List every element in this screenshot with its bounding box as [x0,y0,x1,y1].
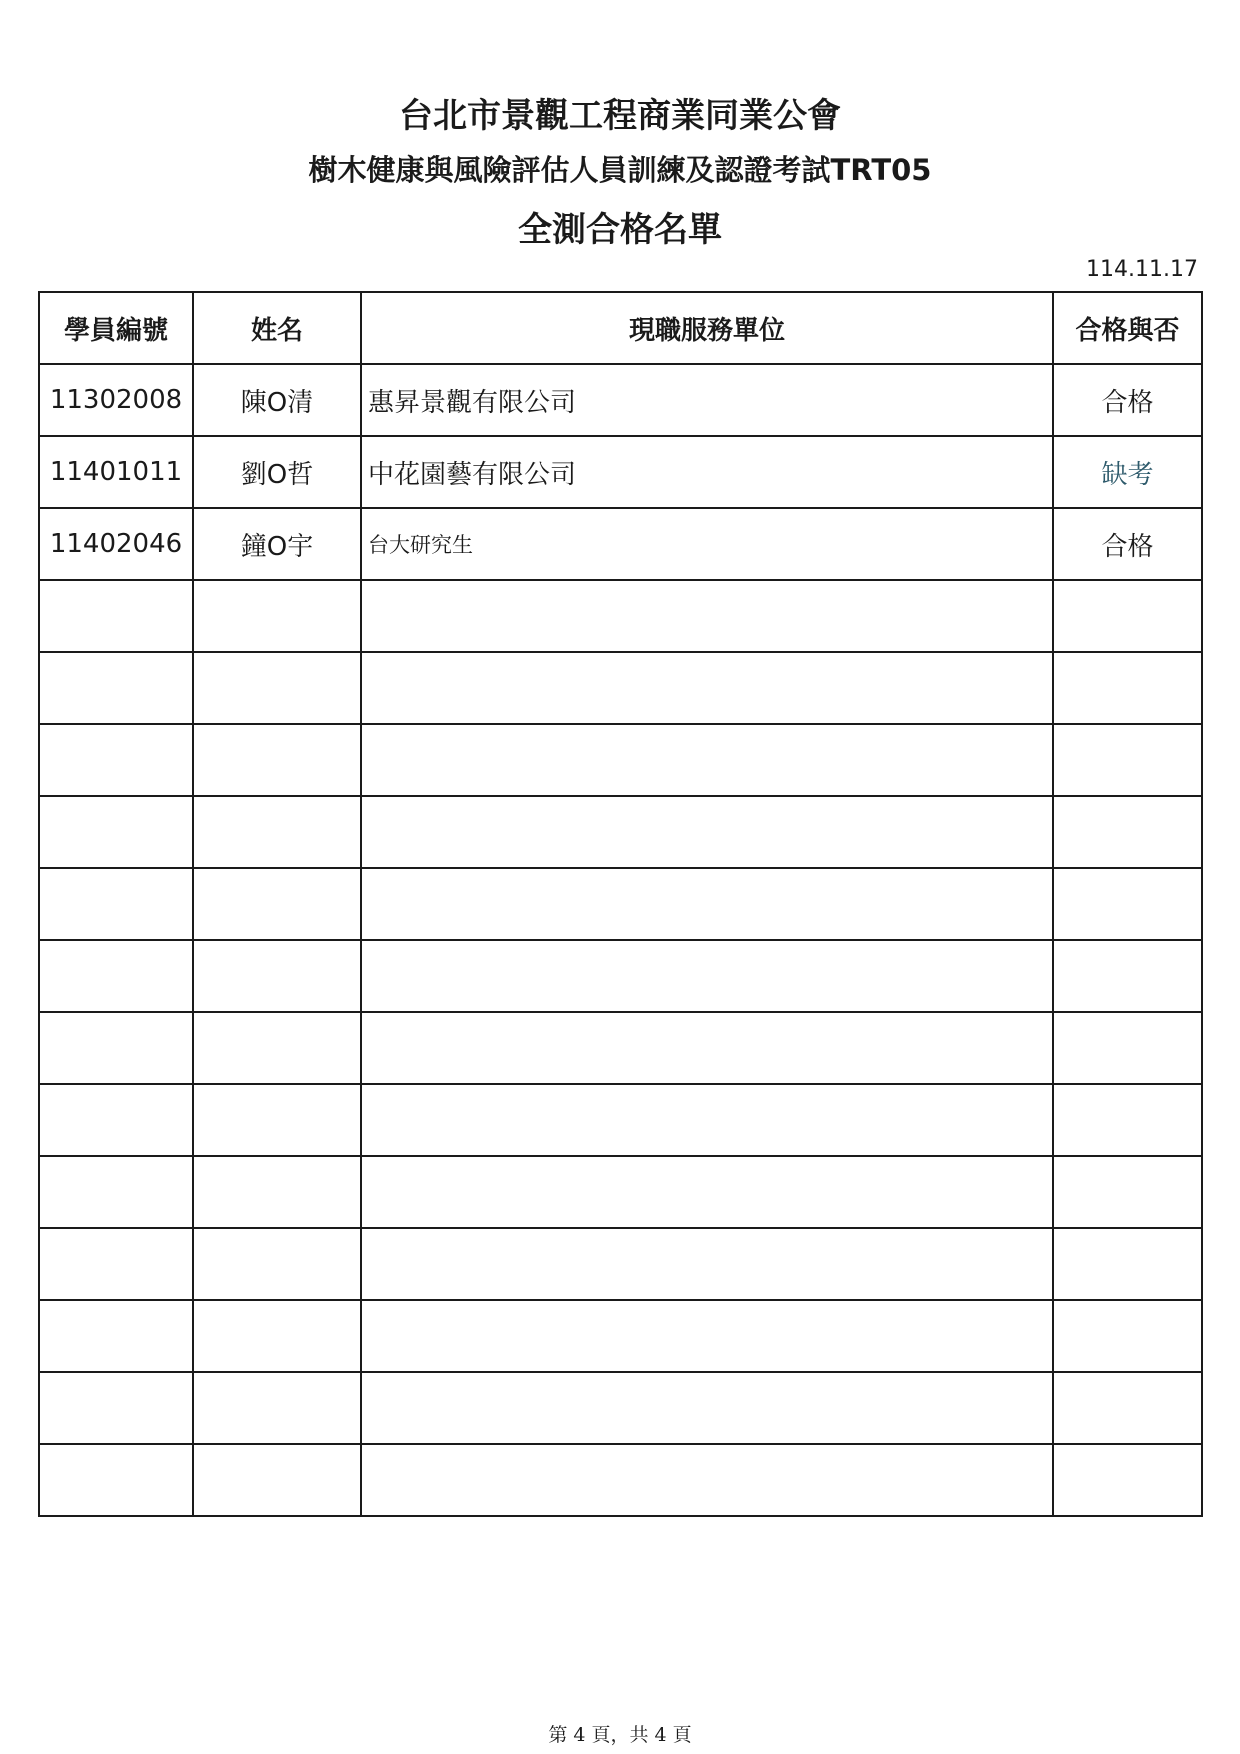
empty-cell [1053,1084,1202,1156]
empty-cell [1053,1300,1202,1372]
empty-cell [1053,724,1202,796]
empty-cell [1053,1372,1202,1444]
empty-table-row [39,1156,1202,1228]
empty-cell [193,1444,361,1516]
empty-cell [39,652,193,724]
empty-cell [1053,868,1202,940]
empty-cell [361,1372,1053,1444]
empty-cell [39,1084,193,1156]
empty-cell [39,1228,193,1300]
empty-cell [193,1156,361,1228]
empty-cell [361,868,1053,940]
course-title: 樹木健康與風險評估人員訓練及認證考試TRT05 [308,153,932,187]
empty-cell [39,724,193,796]
column-header-result: 合格與否 [1053,292,1202,364]
employer-cell: 中花園藝有限公司 [361,436,1053,508]
empty-cell [193,580,361,652]
empty-cell [193,868,361,940]
empty-cell [193,940,361,1012]
roster-table [38,291,1203,1517]
empty-table-row [39,1444,1202,1516]
empty-cell [361,652,1053,724]
employer-cell: 惠昇景觀有限公司 [361,364,1053,436]
empty-cell [193,796,361,868]
empty-table-row [39,1228,1202,1300]
empty-cell [39,1012,193,1084]
empty-cell [39,580,193,652]
empty-table-row [39,724,1202,796]
empty-cell [193,1372,361,1444]
empty-cell [361,1444,1053,1516]
empty-cell [361,1012,1053,1084]
table-row [39,436,1202,508]
document-date: 114.11.17 [1086,257,1198,282]
empty-cell [1053,1012,1202,1084]
column-header-unit: 現職服務單位 [361,292,1053,364]
empty-cell [1053,796,1202,868]
empty-cell [361,724,1053,796]
empty-cell [39,1372,193,1444]
student-id-cell: 11402046 [39,508,193,580]
table-row [39,508,1202,580]
empty-table-row [39,652,1202,724]
result-cell: 合格 [1053,364,1202,436]
empty-table-row [39,1372,1202,1444]
empty-table-row [39,1084,1202,1156]
empty-cell [193,1012,361,1084]
empty-cell [193,652,361,724]
empty-cell [1053,1444,1202,1516]
empty-cell [39,1300,193,1372]
student-name-cell: 劉O哲 [193,436,361,508]
empty-cell [361,796,1053,868]
empty-cell [193,1084,361,1156]
empty-cell [193,724,361,796]
empty-cell [1053,580,1202,652]
empty-cell [361,1228,1053,1300]
empty-cell [193,1300,361,1372]
column-header-id: 學員編號 [39,292,193,364]
result-cell: 缺考 [1053,436,1202,508]
empty-cell [193,1228,361,1300]
empty-cell [39,868,193,940]
student-name-cell: 鐘O宇 [193,508,361,580]
empty-cell [39,1444,193,1516]
organization-title: 台北市景觀工程商業同業公會 [399,96,841,136]
empty-table-row [39,940,1202,1012]
employer-cell: 台大研究生 [361,508,1053,580]
empty-cell [1053,1228,1202,1300]
empty-cell [361,1156,1053,1228]
table-header-row [39,292,1202,364]
empty-table-row [39,796,1202,868]
student-id-cell: 11401011 [39,436,193,508]
empty-table-row [39,1012,1202,1084]
empty-table-row [39,1300,1202,1372]
empty-cell [361,1300,1053,1372]
empty-cell [1053,652,1202,724]
table-row [39,364,1202,436]
student-id-cell: 11302008 [39,364,193,436]
empty-cell [361,1084,1053,1156]
student-name-cell: 陳O清 [193,364,361,436]
empty-cell [361,940,1053,1012]
column-header-name: 姓名 [193,292,361,364]
empty-cell [361,580,1053,652]
page-number: 第 4 頁，共 4 頁 [548,1724,692,1746]
empty-cell [39,940,193,1012]
empty-cell [1053,1156,1202,1228]
result-cell: 合格 [1053,508,1202,580]
empty-cell [1053,940,1202,1012]
empty-cell [39,1156,193,1228]
empty-table-row [39,580,1202,652]
empty-table-row [39,868,1202,940]
empty-cell [39,796,193,868]
list-title: 全測合格名單 [518,210,722,250]
